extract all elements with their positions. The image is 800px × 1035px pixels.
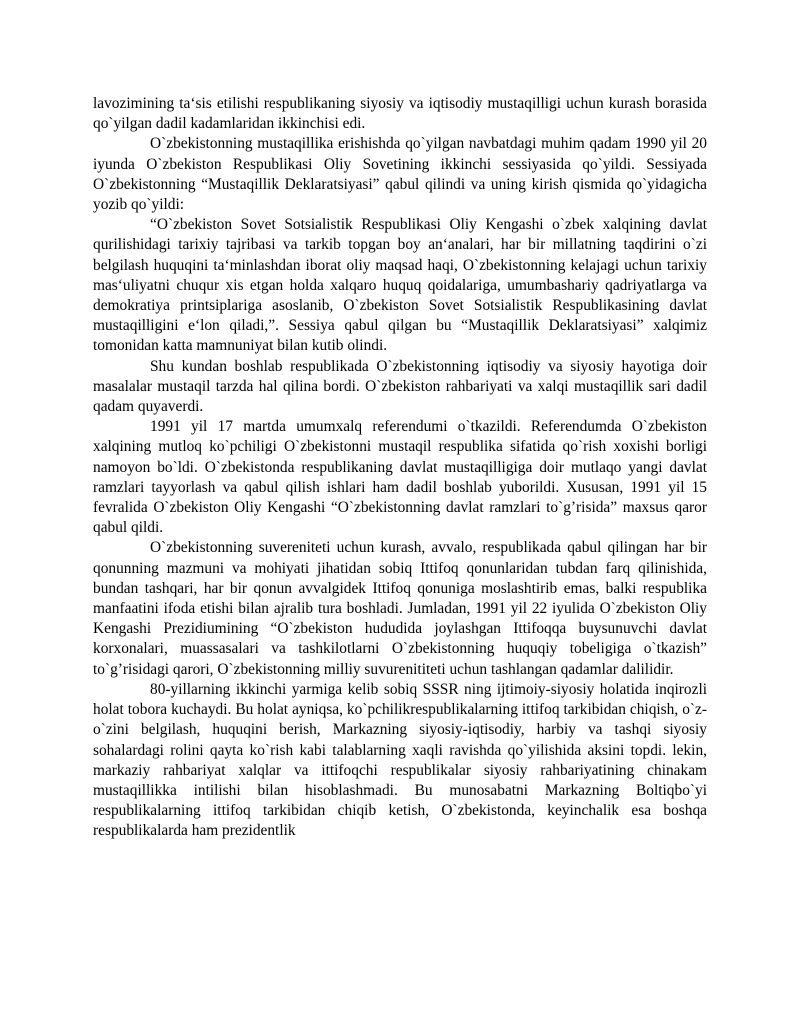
paragraph-6: O`zbekistonning suvereniteti uchun kurash, avvalo, respublikada qabul qilingan har bir qonunning mazmuni va mohiyati jihatidan sobiq Ittifoq qonunlaridan tubdan farq qilinishida, bundan tashqari, har bir qonun avvalgidek Ittifoq qonuniga moslashtirib emas, balki respublika manfaatini ifoda etishi bilan ajralib tura boshladi. Jumladan, 1991 yil 22 iyulida O`zbekiston Oliy Kengashi Prezidiumining “O`zbekiston hududida joylashgan Ittifoqqa buysunuvchi davlat korxonalari, muassasalari va tashkilotlarni O`zbekistonning huquqiy tobeligiga o`tkazish” to`g’risidagi qarori, O`zbekistonning milliy suvurenititeti uchun tashlangan qadamlar dalilidir. xyxy=(93,539,707,678)
paragraph-1: lavozimining ta‘sis etilishi respublikaning siyosiy va iqtisodiy mustaqilligi uchun kurash borasida qo`yilgan dadil kadamlaridan ikkinchisi edi. xyxy=(93,95,707,133)
paragraph-4: Shu kundan boshlab respublikada O`zbekistonning iqtisodiy va siyosiy hayotiga doir masalalar mustaqil tarzda hal qilina bordi. O`zbekiston rahbariyati va xalqi mustaqillik sari dadil qadam quyaverdi. xyxy=(93,357,707,416)
paragraph-5: 1991 yil 17 martda umumxalq referendumi o`tkazildi. Referendumda O`zbekiston xalqining mutloq ko`pchiligi O`zbekistonni mustaqil respublika sifatida qo`rish xoxishi borligi namoyon bo`ldi. O`zbekistonda respublikaning davlat mustaqilligiga doir mutlaqo yangi davlat ramzlari tayyorlash va qabul qilish ishlari ham dadil boshlab yuborildi. Xususan, 1991 yil 15 fevralida O`zbekiston Oliy Kengashi “O`zbekistonning davlat ramzlari to`g’risida” maxsus qaror qabul qildi. xyxy=(93,418,707,537)
document-page xyxy=(93,94,707,842)
paragraph-2: O`zbekistonning mustaqillika erishishda qo`yilgan navbatdagi muhim qadam 1990 yil 20 iyunda O`zbekiston Respublikasi Oliy Sovetining ikkinchi sessiyasida qo`yildi. Sessiyada O`zbekistonning “Mustaqillik Deklaratsiyasi” qabul qilindi va uning kirish qismida qo`yidagicha yozib qo`yildi: xyxy=(93,135,707,214)
paragraph-3-quote: “O`zbekiston Sovet Sotsialistik Respublikasi Oliy Kengashi o`zbek xalqining davlat qurilishidagi tarixiy tajribasi va tarkib topgan boy an‘analari, har bir millatning taqdirini o`zi belgilash huquqini ta‘minlashdan iborat oliy maqsad haqi, O`zbekistonning kelajagi uchun tarixiy mas‘uliyatni chuqur xis etgan holda xalqaro huquq qoidalariga, umumbashariy qadriyatlarga va demokratiya printsiplariga asoslanib, O`zbekiston Sovet Sotsialistik Respublikasining davlat mustaqilligini e‘lon qiladi,”. Sessiya qabul qilgan bu “Mustaqillik Deklaratsiyasi” xalqimiz tomonidan katta mamnuniyat bilan kutib olindi. xyxy=(93,216,707,355)
paragraph-7: 80-yillarning ikkinchi yarmiga kelib sobiq SSSR ning ijtimoiy-siyosiy holatida inqirozli holat tobora kuchaydi. Bu holat ayniqsa, ko`pchilikrespublikalarning ittifoq tarkibidan chiqish, o`z-o`zini belgilash, huquqini berish, Markazning siyosiy-iqtisodiy, harbiy va tashqi siyosiy sohalardagi rolini qayta ko`rish kabi talablarning xaqli ravishda qo`yilishida aksini topdi. lekin, markaziy rahbariyat xalqlar va ittifoqchi respublikalar siyosiy rahbariyatining chinakam mustaqillikka intilishi bilan hisoblashmadi. Bu munosabatni Markazning Boltiqbo`yi respublikalarning ittifoq tarkibidan chiqib ketish, O`zbekistonda, keyinchalik esa boshqa respublikalarda ham prezidentlik xyxy=(93,680,707,840)
